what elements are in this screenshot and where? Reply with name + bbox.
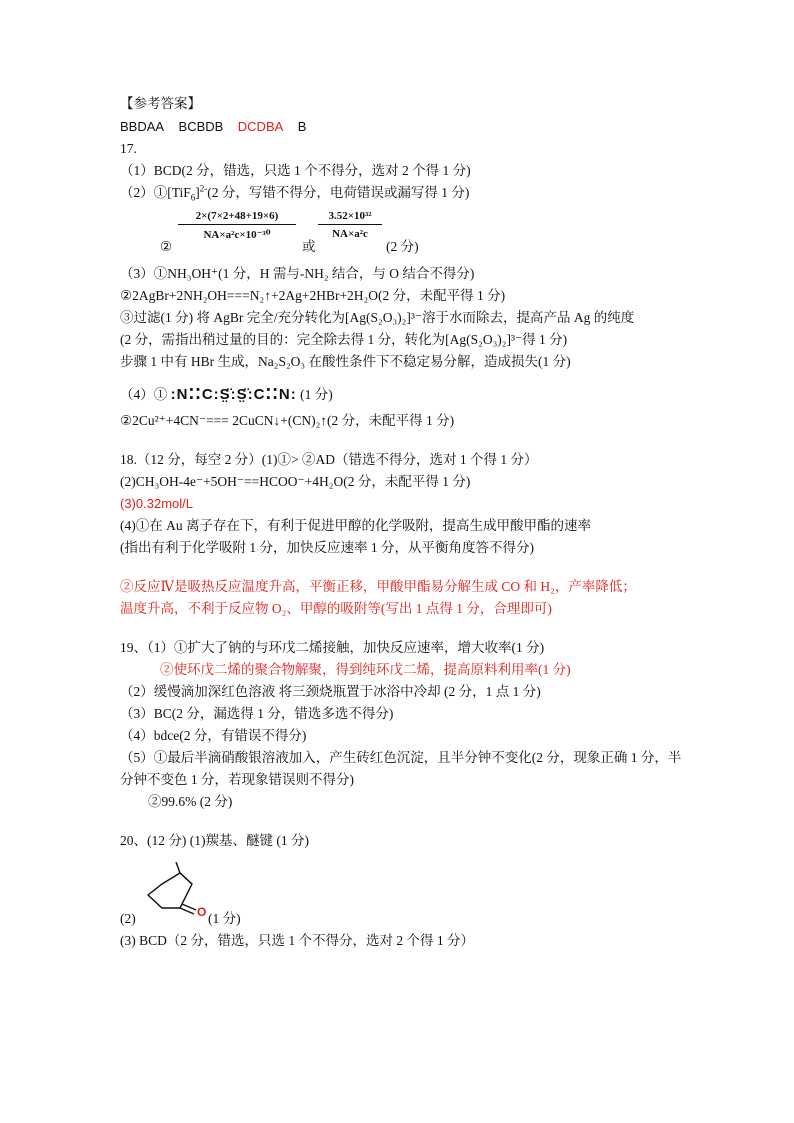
q19-part1: 19、（1）①扩大了钠的与环戊二烯接触，加快反应速率，增大收率(1 分) (120, 640, 545, 655)
oxygen-atom-label: O (197, 905, 207, 919)
q20-part1: 20、(12 分) (1)羰基、醚键 (1 分) (120, 833, 309, 848)
answer-group-1: BBDAA (120, 119, 165, 134)
answer-heading: 【参考答案】 (120, 96, 201, 111)
q18-part3: (3)0.32mol/L (120, 496, 193, 511)
q18-part6: ②反应Ⅳ是吸热反应温度升高，平衡正移，甲酸甲酯易分解生成 CO 和 H₂，产率降低； (120, 579, 636, 594)
methyl-bond (176, 862, 180, 873)
lewis-structure: :N⁚⁚C:S̤̈:S̤̈:C⁚⁚N: (170, 386, 297, 403)
q17-part1: （1）BCD(2 分，错选，只选 1 个不得分，选对 2 个得 1 分) (120, 163, 471, 178)
q18-part5: (指出有利于化学吸附 1 分，加快反应速率 1 分，从平衡角度答不得分) (120, 540, 534, 555)
q17-part4: ②2AgBr+2NH₂OH===N₂↑+2Ag+2HBr+2H₂O(2 分，未配平得 1 分) (120, 288, 506, 303)
q17-part2: $(2)①[TiF_6]^{2-}(2$ 分，写错不得分，电荷错误或漏写得 1 分) (120, 183, 470, 203)
density-fraction-1 (178, 210, 296, 241)
answer-group-2: BCBDB (178, 119, 224, 134)
answer-group-3: DCDBA (237, 119, 284, 134)
q19-part3: （2）缓慢滴加深红色溶液 将三颈烧瓶置于冰浴中冷却 (2 分，1 点 1 分) (120, 684, 541, 699)
fraction-1-denominator: NA×a²c×10⁻³⁰ (203, 229, 271, 241)
multiple-choice-answers (120, 118, 306, 136)
formula-or: 或 (302, 239, 316, 254)
formula-score: (2 分) (386, 239, 419, 254)
density-fraction-2 (318, 210, 382, 240)
q17-part6: (2 分，需指出稍过量的目的：完全除去得 1 分，转化为[Ag(S₂O₃)₂]³⁻得 1 分) (120, 332, 568, 347)
q19-part7: 分钟不变色 1 分，若现象错误则不得分) (120, 772, 354, 787)
ring-bond-top (180, 873, 192, 884)
q18-part1: 18.（12 分，每空 2 分）(1)①> ②AD（错选不得分，选对 1 个得 1 分） (120, 452, 538, 467)
q17-part8: （4）① :N⁚⁚C:S̤̈:S̤̈:C⁚⁚N: (1 分) (120, 386, 333, 403)
formula-circle-label: ② (160, 239, 173, 254)
q18-part4: (4)①在 Au 离子存在下，有利于促进甲醇的化学吸附，提高生成甲酸甲酯的速率 (120, 518, 591, 533)
q19-part6: （5）①最后半滴硝酸银溶液加入，产生砖红色沉淀，且半分钟不变化(2 分，现象正确 1 分，半 (120, 750, 682, 765)
q17-part5: ③过滤(1 分) 将 AgBr 完全/充分转化为[Ag(S₂O₃)₂]³⁻溶于水而除去，提高产品 Ag 的纯度 (120, 310, 635, 325)
answer-group-4: B (297, 119, 307, 134)
q19-part8: ②99.6% (2 分) (148, 794, 233, 809)
q17-part7: 步骤 1 中有 HBr 生成，Na₂S₂O₃ 在酸性条件下不稳定易分解，造成损失(1 分) (120, 354, 571, 369)
q20-part2-label: (2) (120, 911, 136, 926)
q20-part2-score: (1 分) (208, 911, 241, 926)
q19-part5: （4）bdce(2 分，有错误不得分) (120, 728, 307, 743)
fraction-1-numerator: 2×(7×2+48+19×6) (178, 210, 296, 225)
q18-part7: 温度升高，不利于反应物 O₂、甲醇的吸附等(写出 1 点得 1 分，合理即可) (120, 601, 552, 616)
q19-part4: （3）BC(2 分，漏选得 1 分，错选多选不得分) (120, 706, 394, 721)
q19-part2: ②使环戊二烯的聚合物解聚，得到纯环戊二烯，提高原料利用率(1 分) (160, 662, 571, 677)
fraction-2-denominator: NA×a²c (332, 228, 368, 240)
q18-part2: (2)CH₃OH-4e⁻+5OH⁻==HCOO⁻+4H₂O(2 分，未配平得 1 分) (120, 474, 471, 489)
fraction-2-numerator: 3.52×10³² (318, 210, 382, 225)
carbonyl-bond-1 (192, 884, 194, 908)
q17-part9: ②2Cu²⁺+4CN⁻=== 2CuCN↓+(CN)₂↑(2 分，未配平得 1 分) (120, 413, 455, 428)
q17-number: 17. (120, 141, 137, 156)
q20-part3: (3) BCD（2 分，错选，只选 1 个不得分，选对 2 个得 1 分） (120, 933, 474, 948)
q17-part3: （3）①NH₃OH⁺(1 分，H 需与-NH₂ 结合，与 O 结合不得分) (120, 266, 475, 281)
